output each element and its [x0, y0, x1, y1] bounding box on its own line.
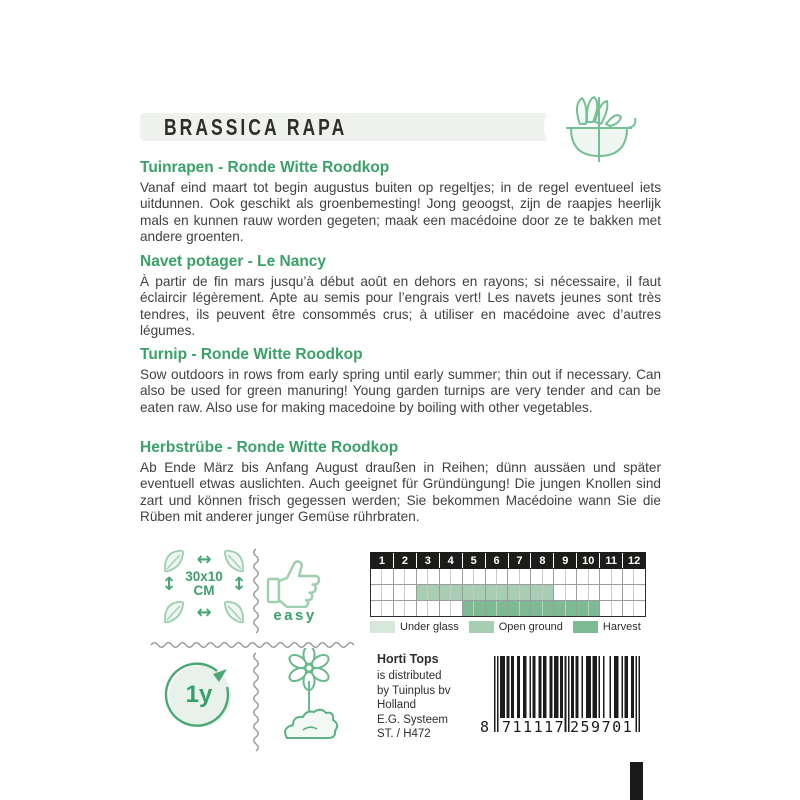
section-title: Herbstrübe - Ronde Witte Roodkop — [140, 439, 399, 456]
calendar-cell — [542, 569, 553, 584]
calendar-cell — [485, 601, 496, 616]
calendar-cell — [439, 601, 450, 616]
vegetable-bowl-icon — [558, 92, 640, 168]
calendar-month-label: 2 — [393, 553, 416, 568]
section-title: Navet potager - Le Nancy — [140, 253, 327, 270]
calendar-month-label: 11 — [599, 553, 622, 568]
calendar-cell — [507, 585, 518, 600]
calendar-cell — [381, 601, 392, 616]
calendar-cell — [404, 601, 415, 616]
calendar-cell — [530, 601, 541, 616]
legend-item-harvest — [573, 621, 641, 633]
calendar-cell — [622, 601, 633, 616]
calendar-month-label: 12 — [622, 553, 645, 568]
calendar-cell — [553, 601, 564, 616]
calendar-cell — [496, 601, 507, 616]
barcode-digit: 8 — [480, 718, 490, 736]
calendar-cell — [473, 569, 484, 584]
thumbs-up-icon — [266, 556, 326, 608]
calendar-cell — [439, 585, 450, 600]
horizontal-arrow-icon: ↔ — [196, 549, 212, 570]
calendar-cell — [565, 585, 576, 600]
calendar-cell — [519, 569, 530, 584]
calendar-cell — [393, 585, 404, 600]
calendar-row-harvest — [371, 600, 645, 616]
calendar-cell — [553, 569, 564, 584]
calendar-cell — [381, 585, 392, 600]
calendar-month-label: 10 — [576, 553, 599, 568]
calendar-cell — [530, 585, 541, 600]
calendar-month-label: 3 — [416, 553, 439, 568]
vertical-arrow-icon: ↕ — [231, 574, 247, 595]
calendar-month-label: 4 — [439, 553, 462, 568]
calendar-cell — [507, 569, 518, 584]
calendar-month-label: 5 — [462, 553, 485, 568]
section-body: Ab Ende März bis Anfang August draußen in Reihen; dünn aussäen und später eventuell etwas auslichten. Auch geeignet für Gründüngung! Die jungen Knollen sind zart und können frisch gegessen werden; Sie bekommen Macédoine wann Sie die Rüben mit anderer junger Gemüse rührbraten. — [140, 460, 661, 524]
legend-item-open-ground — [469, 621, 563, 633]
spacing-unit: CM — [193, 583, 215, 598]
distributor-line: is distributed — [377, 670, 442, 682]
section-body: À partir de fin mars jusqu’à début août en dehors en rayons; si nécessaire, il faut éclaircir légèrement. Apte au semis pour l’engrais vert! Les navets jeunes sont très tendres, ils peuvent être consommés crus; à utiliser en macédoine avec d’autres légumes. — [140, 274, 661, 338]
calendar-cell — [473, 585, 484, 600]
sowing-calendar — [370, 552, 646, 617]
calendar-cell — [439, 569, 450, 584]
page-title: BRASSICA RAPA — [164, 113, 348, 140]
legend-label: Under glass — [400, 621, 459, 633]
distributor-line: E.G. Systeem — [377, 713, 448, 726]
calendar-cell — [599, 569, 610, 584]
calendar-cell — [485, 585, 496, 600]
vertical-arrow-icon: ↕ — [161, 574, 177, 595]
calendar-cell — [381, 569, 392, 584]
calendar-cell — [404, 585, 415, 600]
calendar-cell — [576, 601, 587, 616]
calendar-cell — [633, 601, 644, 616]
calendar-cell — [588, 601, 599, 616]
barcode-digit-group: 711117 — [502, 718, 566, 736]
calendar-cell — [611, 569, 622, 584]
leaf-icon — [221, 600, 247, 626]
calendar-cell — [633, 585, 644, 600]
plant-spacing-value — [172, 570, 236, 598]
calendar-cell — [542, 601, 553, 616]
flower-on-soil-icon — [277, 648, 341, 744]
legend-swatch-harvest — [573, 621, 598, 633]
calendar-cell — [427, 569, 438, 584]
calendar-cell — [633, 569, 644, 584]
calendar-cell — [542, 585, 553, 600]
print-registration-mark — [630, 762, 643, 800]
divider-vertical-wavy-bottom — [251, 652, 261, 758]
calendar-cell — [393, 601, 404, 616]
calendar-cell — [462, 569, 473, 584]
section-dutch — [140, 159, 661, 245]
calendar-cell — [371, 601, 381, 616]
calendar-cell — [462, 585, 473, 600]
calendar-month-label: 1 — [378, 554, 386, 567]
calendar-cell — [427, 601, 438, 616]
section-body: Sow outdoors in rows from early spring until early summer; thin out if necessary. Can also be used for green manuring! Young garden turnips are very tender and can be eaten raw. Also use for making macedoine by boiling with other vegetables. — [140, 367, 661, 415]
calendar-month-label: 8 — [530, 553, 553, 568]
calendar-cell — [611, 585, 622, 600]
section-french — [140, 253, 661, 339]
calendar-grid — [370, 569, 646, 617]
calendar-row-under-glass — [371, 569, 645, 584]
calendar-cell — [416, 601, 427, 616]
calendar-cell — [427, 585, 438, 600]
distributor-line: Holland — [377, 699, 416, 712]
spacing-value: 30x10 — [185, 569, 223, 584]
calendar-cell — [565, 601, 576, 616]
calendar-month-label: 6 — [485, 553, 508, 568]
calendar-cell — [393, 569, 404, 584]
legend-swatch-under-glass — [370, 621, 395, 633]
calendar-cell — [450, 569, 461, 584]
calendar-cell — [611, 601, 622, 616]
calendar-row-open-ground — [371, 584, 645, 600]
barcode-digit-group: 259701 — [570, 718, 634, 736]
calendar-cell — [496, 569, 507, 584]
legend-label: Open ground — [498, 621, 563, 633]
calendar-legend — [370, 621, 660, 633]
calendar-cell — [462, 601, 473, 616]
section-german — [140, 439, 661, 525]
calendar-cell — [622, 585, 633, 600]
distributor-line: by Tuinplus bv — [377, 684, 451, 697]
calendar-cell — [519, 601, 530, 616]
calendar-cell — [416, 585, 427, 600]
calendar-cell — [599, 585, 610, 600]
calendar-cell — [565, 569, 576, 584]
calendar-cell — [599, 601, 610, 616]
calendar-cell — [416, 569, 427, 584]
calendar-month-header — [370, 552, 646, 569]
section-title: Turnip - Ronde Witte Roodkop — [140, 346, 363, 363]
difficulty-label: easy — [273, 607, 317, 624]
cycle-label: 1y — [185, 681, 213, 708]
calendar-cell — [588, 569, 599, 584]
brand-name: Horti Tops — [377, 652, 439, 666]
legend-label: Harvest — [602, 621, 641, 633]
legend-item-under-glass — [370, 621, 459, 633]
calendar-cell — [496, 585, 507, 600]
calendar-cell — [473, 601, 484, 616]
section-body: Vanaf eind maart tot begin augustus buiten op regeltjes; in de regel eventueel iets uitdunnen. Ook geschikt als groenbemesting! Jong geoogst, zijn de raapjes heerlijk mals en kunnen rauw worden gegeten; maak een macédoine door ze te bakken met andere groenten. — [140, 180, 661, 244]
calendar-month-label: 7 — [508, 553, 531, 568]
distributor-line: ST. / H472 — [377, 728, 431, 741]
calendar-cell — [576, 585, 587, 600]
leaf-icon — [161, 600, 187, 626]
calendar-cell — [519, 585, 530, 600]
calendar-cell — [530, 569, 541, 584]
section-english — [140, 346, 661, 416]
legend-swatch-open-ground — [469, 621, 494, 633]
calendar-month-label: 9 — [553, 553, 576, 568]
calendar-cell — [576, 569, 587, 584]
calendar-cell — [404, 569, 415, 584]
calendar-cell — [485, 569, 496, 584]
calendar-cell — [450, 601, 461, 616]
calendar-cell — [450, 585, 461, 600]
section-title: Tuinrapen - Ronde Witte Roodkop — [140, 159, 390, 176]
calendar-cell — [588, 585, 599, 600]
distributor-block — [377, 652, 490, 742]
calendar-cell — [371, 569, 381, 584]
calendar-cell — [622, 569, 633, 584]
calendar-cell — [553, 585, 564, 600]
horizontal-arrow-icon: ↔ — [196, 602, 212, 623]
calendar-cell — [371, 585, 381, 600]
ean13-barcode — [480, 656, 640, 742]
calendar-cell — [507, 601, 518, 616]
